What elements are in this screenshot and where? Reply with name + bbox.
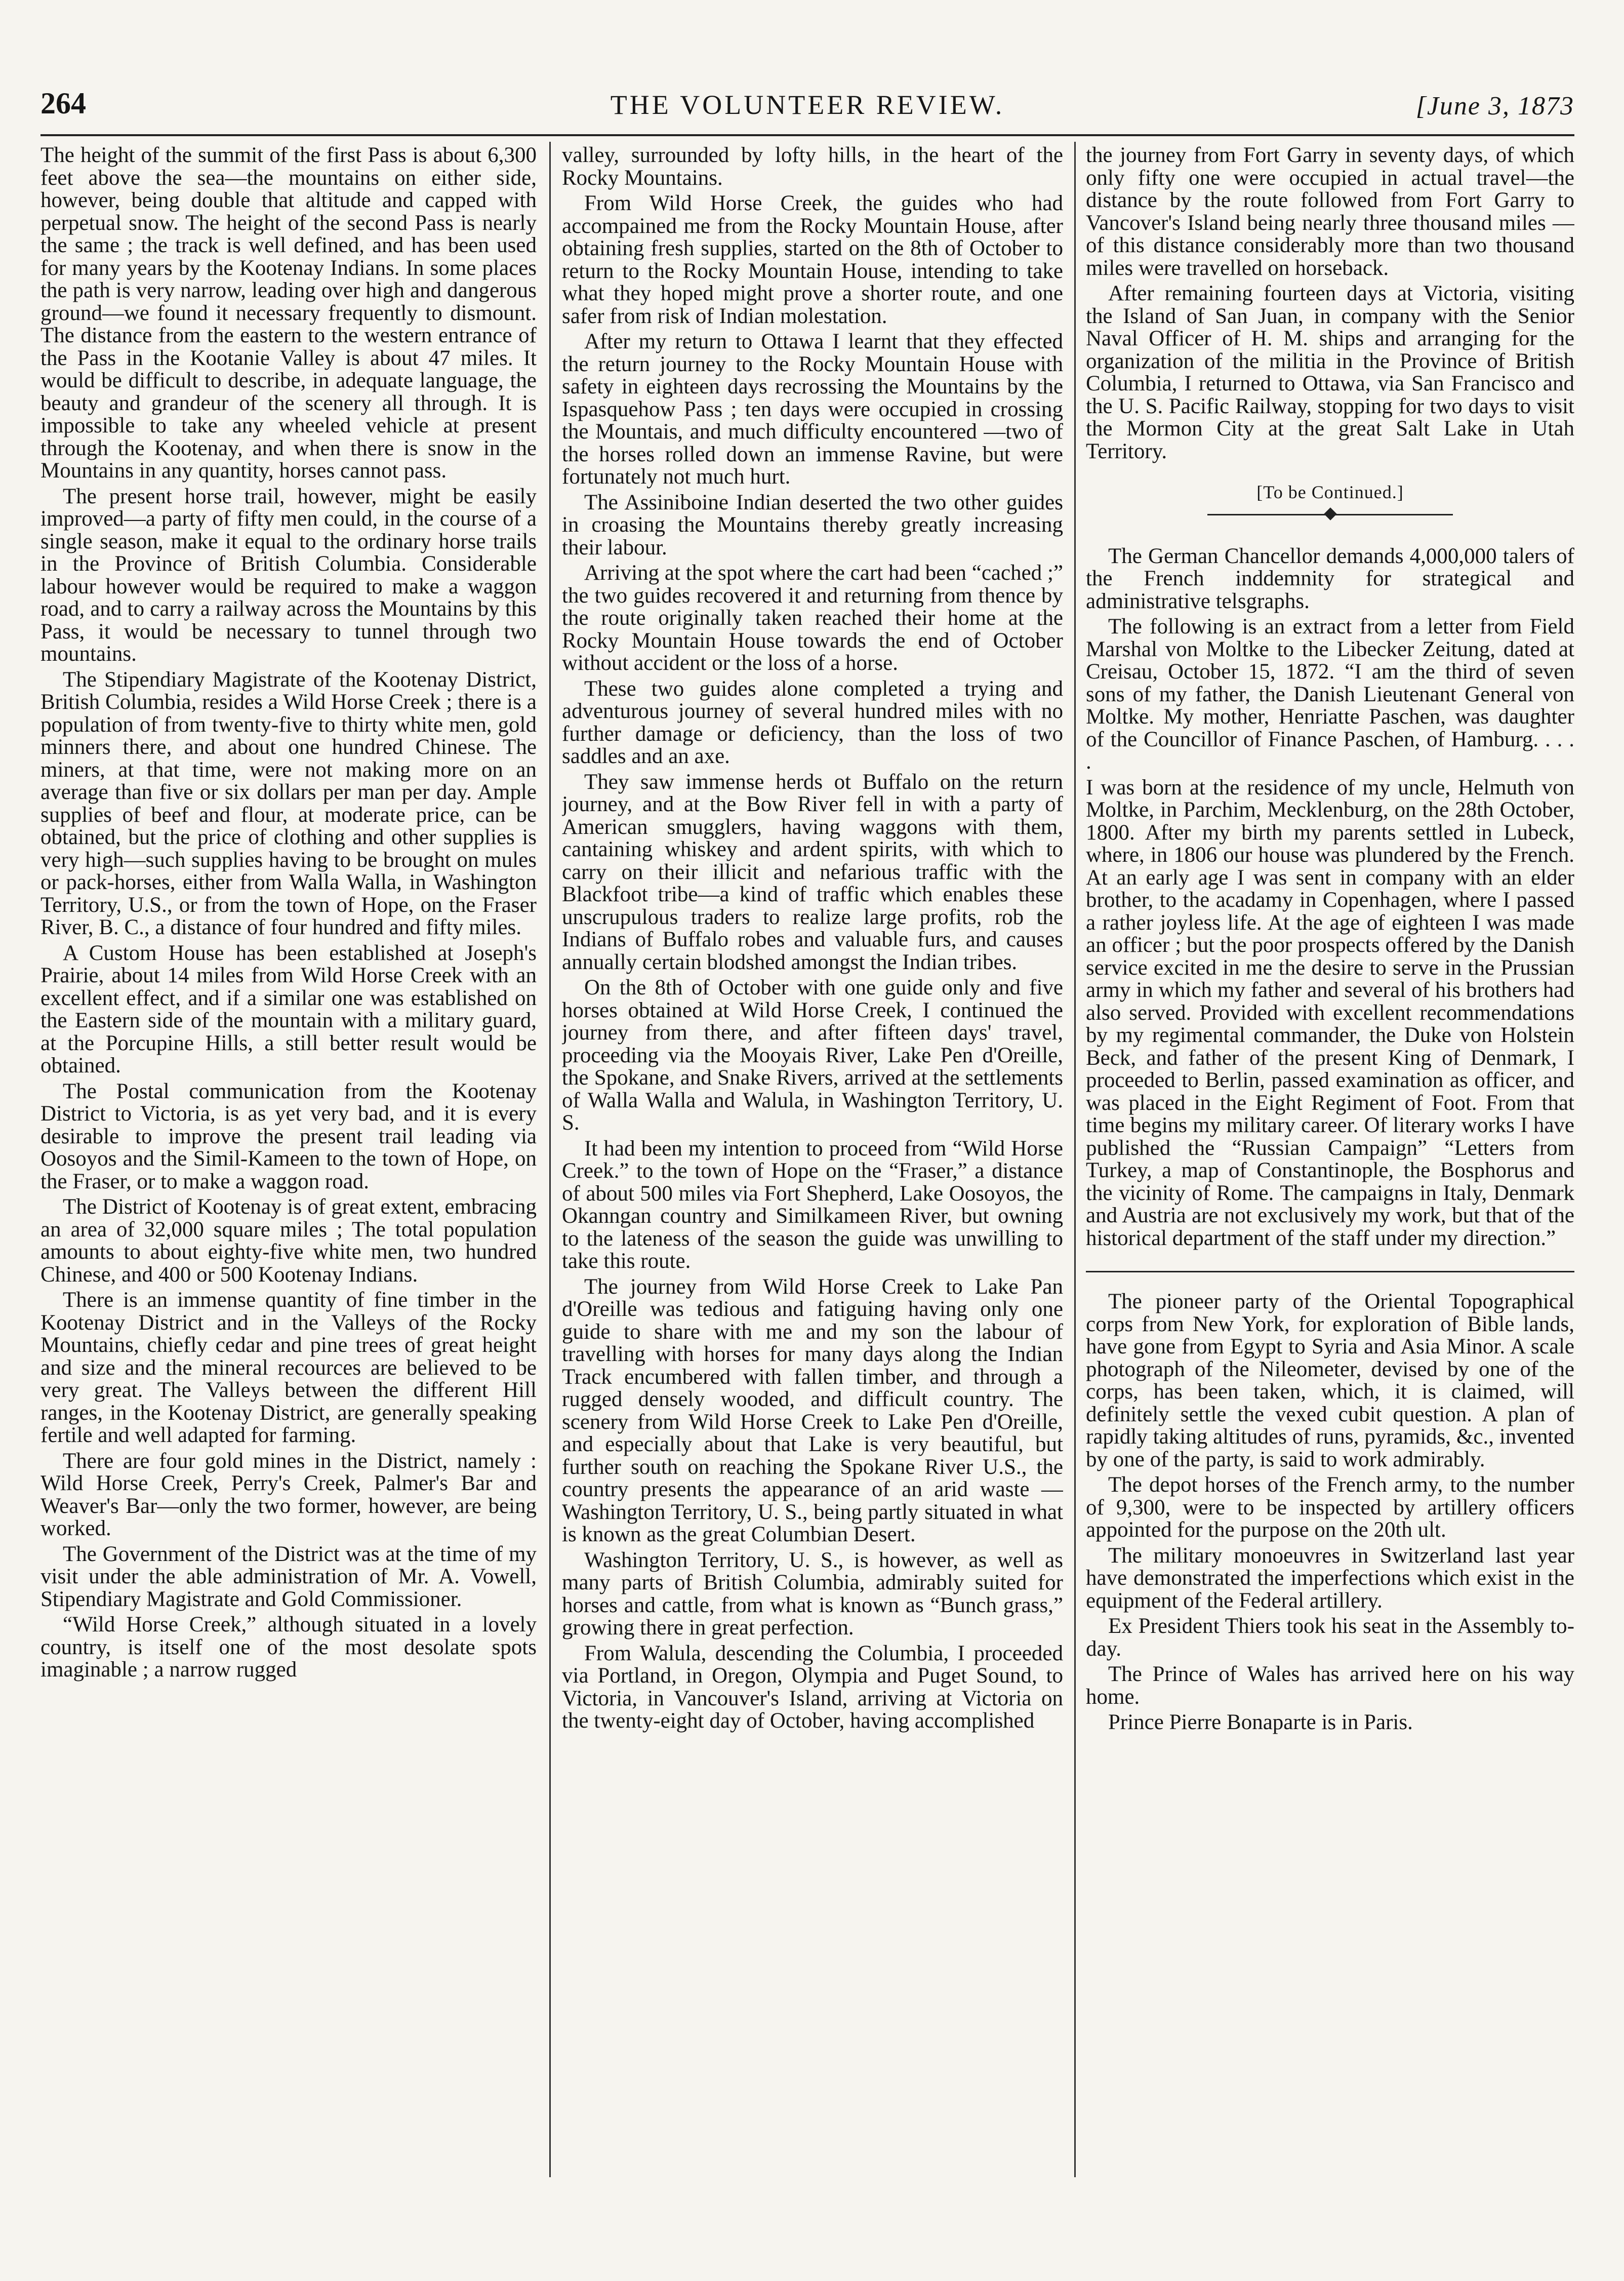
paragraph: After my return to Ottawa I learnt that they effected the return journey to the Rocky Mountain House with safety in eighteen days recrossing the Mountains by the Ispasquehow Pass ; ten days were occupied in crossing the Mountais, and much difficulty encountered —two of the horses rolled down an immense Ravine, but were fortunately not much hurt. <box>562 330 1063 489</box>
page-header <box>40 76 1574 132</box>
column-divider <box>549 142 551 2177</box>
paragraph: These two guides alone completed a trying and adventurous journey of several hundred miles with no further damage or deficiency, than the loss of two saddles and an axe. <box>562 676 1063 768</box>
paragraph: There is an immense quantity of fine timber in the Kootenay District and in the Valleys of the Rocky Mountains, chiefly cedar and pine trees of great height and size and the mineral recources are believed to be very great. The Valleys between the different Hill ranges, in the Kootenay District, are generally speaking fertile and well adapted for farming. <box>40 1288 537 1447</box>
paragraph: The following is an extract from a letter from Field Marshal von Moltke to the Libecker Zeitung, dated at Creisau, October 15, 1872. “I am the third of seven sons of my father, the Danish Lieutenant General von Moltke. My mother, Henriatte Paschen, was daughter of the Councillor of Finance Paschen, of Hamburg. . . . . <box>1086 615 1574 774</box>
paragraph: The Government of the District was at the time of my visit under the able administration of Mr. A. Vowell, Stipendiary Magistrate and Gold Commissioner. <box>40 1542 537 1611</box>
page-number: 264 <box>40 87 86 120</box>
paragraph: After remaining fourteen days at Victoria, visiting the Island of San Juan, in company with the Senior Naval Officer of H. M. ships and arranging for the organization of the militia in the Province of British Columbia, I returned to Ottawa, via San Francisco and the U. S. Pacific Railway, stopping for two days to visit the Mormon City at the great Salt Lake in Utah Territory. <box>1086 282 1574 463</box>
masthead-title: THE VOLUNTEER REVIEW. <box>610 90 1005 120</box>
paragraph: Ex President Thiers took his seat in the Assembly to-day. <box>1086 1614 1574 1661</box>
paragraph: There are four gold mines in the District, namely : Wild Horse Creek, Perry's Creek, Palmer's Bar and Weaver's Bar—only the two former, however, are being worked. <box>40 1449 537 1540</box>
paragraph: The military monoeuvres in Switzerland last year have demonstrated the imperfections which exist in the equipment of the Federal artillery. <box>1086 1543 1574 1613</box>
section-rule <box>1086 1271 1574 1272</box>
header-rule <box>40 134 1574 136</box>
paragraph: The Prince of Wales has arrived here on his way home. <box>1086 1662 1574 1709</box>
paragraph: Prince Pierre Bonaparte is in Paris. <box>1108 1710 1413 1734</box>
paragraph: The pioneer party of the Oriental Topographical corps from New York, for exploration of Bible lands, have gone from Egypt to Syria and Asia Minor. A scale photograph of the Nileometer, devised by one of the corps, has been taken, which, it is claimed, will definitely settle the vexed cubit question. A plan of rapidly taking altitudes of runs, pyramids, &c., invented by one of the party, is said to work admirably. <box>1086 1290 1574 1471</box>
issue-date: [June 3, 1873 <box>1415 92 1574 121</box>
column-divider <box>1074 142 1076 2177</box>
paragraph: The German Chancellor demands 4,000,000 talers of the French inddemnity for strategical and administrative telsgraphs. <box>1086 544 1574 613</box>
paragraph: Arriving at the spot where the cart had been “cached ;” the two guides recovered it and returning from thence by the route originally taken reached their home at the Rocky Mountain House towards the end of October without accident or the loss of a horse. <box>562 561 1063 675</box>
paragraph: They saw immense herds ot Buffalo on the return journey, and at the Bow River fell in with a party of American smugglers, having waggons with them, cantaining whiskey and ardent spirits, with which to carry on their illicit and nefarious traffic with the Blackfoot tribe—a kind of traffic which enables these unscrupulous traders to realize large profits, rob the Indians of Buffalo robes and valuable furs, and causes annually certain blodshed amongst the Indian tribes. <box>562 770 1063 974</box>
paragraph: The Postal communication from the Kootenay District to Victoria, is as yet very bad, and it is every desirable to improve the present trail leading via Oosoyos and the Simil-Kameen to the town of Hope, on the Fraser, or to make a waggon road. <box>40 1079 537 1193</box>
paragraph: The height of the summit of the first Pass is about 6,300 feet above the sea—the mountains on either side, however, being double that altitude and capped with perpetual snow. The height of the second Pass is nearly the same ; the track is well defined, and has been used for many years by the Kootenay Indians. In some places the path is very narrow, leading over high and dangerous ground—we found it necessary frequently to dismount. The distance from the eastern to the western entrance of the Pass in the Kootanie Valley is about 47 miles. It would be difficult to describe, in adequate language, the beauty and grandeur of the scenery all through. It is impossible to take any wheeled vehicle at present through the Kootenay, and when there is snow in the Mountains in any quantity, horses cannot pass. <box>40 144 537 483</box>
paragraph: The Stipendiary Magistrate of the Kootenay District, British Columbia, resides a Wild Horse Creek ; there is a population of from twenty-five to thirty white men, gold minners there, and about one hundred Chinese. The miners, at that time, were not making more on an average than five or six dollars per man per day. Ample supplies of beef and flour, at moderate price, can be obtained, but the price of clothing and other supplies is very high—such supplies having to be brought on mules or pack-horses, either from Walla Walla, in Washington Territory, U.S., or from the town of Hope, on the Fraser River, B. C., a distance of four hundred and fifty miles. <box>40 667 537 939</box>
paragraph: valley, surrounded by lofty hills, in the heart of the Rocky Mountains. <box>562 144 1063 190</box>
paragraph: The depot horses of the French army, to the number of 9,300, were to be inspected by artillery officers appointed for the purpose on the 20th ult. <box>1086 1473 1574 1542</box>
paragraph: The journey from Wild Horse Creek to Lake Pan d'Oreille was tedious and fatiguing having only one guide to share with me and my son the labour of travelling with horses for many days along the Indian Track encumbered with fallen timber, and through a rugged densely wooded, and difficult country. The scenery from Wild Horse Creek to Lake Pen d'Oreille, and especially about that Lake is very beautiful, but further south on reaching the Spokane River U.S., the country presents the appearance of an arid waste —Washington Territory, U. S., being partly situated in what is known as the great Columbian Desert. <box>562 1274 1063 1546</box>
diamond-ornament-icon <box>1324 507 1336 520</box>
column-2 <box>562 144 1063 2175</box>
paragraph: It had been my intention to proceed from “Wild Horse Creek.” to the town of Hope on the “Fraser,” a distance of about 500 miles via Fort Shepherd, Lake Oosoyos, the Okanngan country and Similkameen River, but owning to the lateness of the season the guide was unwilling to take this route. <box>562 1136 1063 1273</box>
ornamental-rule <box>1086 509 1574 520</box>
paragraph: A Custom House has been established at Joseph's Prairie, about 14 miles from Wild Horse Creek with an excellent effect, and if a similar one was established on the Eastern side of the mountain with a military guard, at the Porcupine Hills, a still better result would be obtained. <box>40 941 537 1077</box>
to-be-continued: [To be Continued.] <box>1256 482 1404 502</box>
column-3 <box>1086 144 1574 2175</box>
paragraph: On the 8th of October with one guide only and five horses obtained at Wild Horse Creek, I continued the journey from there, and after fifteen days' travel, proceeding via the Mooyais River, Lake Pen d'Oreille, the Spokane, and Snake Rivers, arrived at the settlements of Walla Walla and Walula, in Washington Territory, U. S. <box>562 976 1063 1135</box>
paragraph: From Walula, descending the Columbia, I proceeded via Portland, in Oregon, Olympia and Puget Sound, to Victoria, in Vancouver's Island, arriving at Victoria on the twenty-eight day of October, having accomplished <box>562 1641 1063 1733</box>
paragraph: From Wild Horse Creek, the guides who had accompained me from the Rocky Mountain House, after obtaining fresh supplies, started on the 8th of October to return to the Rocky Mountain House, intending to take what they hoped might prove a shorter route, and one safer from risk of Indian molestation. <box>562 191 1063 328</box>
paragraph: The District of Kootenay is of great extent, embracing an area of 32,000 square miles ; The total population amounts to about eighty-five white men, two hundred Chinese, and 400 or 500 Kootenay Indians. <box>40 1195 537 1287</box>
column-1 <box>40 144 537 2175</box>
paragraph: “Wild Horse Creek,” although situated in a lovely country, is itself one of the most desolate spots imaginable ; a narrow rugged <box>40 1613 537 1682</box>
paragraph: the journey from Fort Garry in seventy days, of which only fifty one were occupied in actual travel—the distance by the route followed from Fort Garry to Vancover's Island being nearly three thousand miles —of this distance considerably more than two thousand miles were travelled on horseback. <box>1086 144 1574 280</box>
paragraph: I was born at the residence of my uncle, Helmuth von Moltke, in Parchim, Mecklenburg, on the 28th October, 1800. After my birth my parents settled in Lubeck, where, in 1806 our house was plundered by the French. At an early age I was sent in company with an elder brother, to the acadamy in Copenhagen, where I passed a rather joyless life. At the age of eighteen I was made an officer ; but the poor prospects offered by the Danish service excited in me the desire to serve in the Prussian army in which my father and several of his brothers had also served. Provided with excellent recommendations by my regimental commander, the Duke von Holstein Beck, and father of the present King of Denmark, I proceeded to Berlin, passed examination as officer, and was placed in the Eight Regiment of Foot. From that time begins my military career. Of literary works I have published the “Russian Campaign” “Letters from Turkey, a map of Constantinople, the Bosphorus and the vicinity of Rome. The campaigns in Italy, Denmark and Austria are not exclusively my work, but that of the historical department of the staff under my direction.” <box>1086 775 1574 1250</box>
paragraph: The Assiniboine Indian deserted the two other guides in croasing the Mountains thereby greatly increasing their labour. <box>562 490 1063 559</box>
paragraph: The present horse trail, however, might be easily improved—a party of fifty men could, in the course of a single season, make it equal to the ordinary horse trails in the Province of British Columbia. Considerable labour however would be required to make a waggon road, and to carry a railway across the Mountains by this Pass, it would be necessary to tunnel through two mountains. <box>40 484 537 666</box>
paragraph: Washington Territory, U. S., is however, as well as many parts of British Columbia, admirably suited for horses and cattle, from what is known as “Bunch grass,” growing there in great perfection. <box>562 1548 1063 1639</box>
